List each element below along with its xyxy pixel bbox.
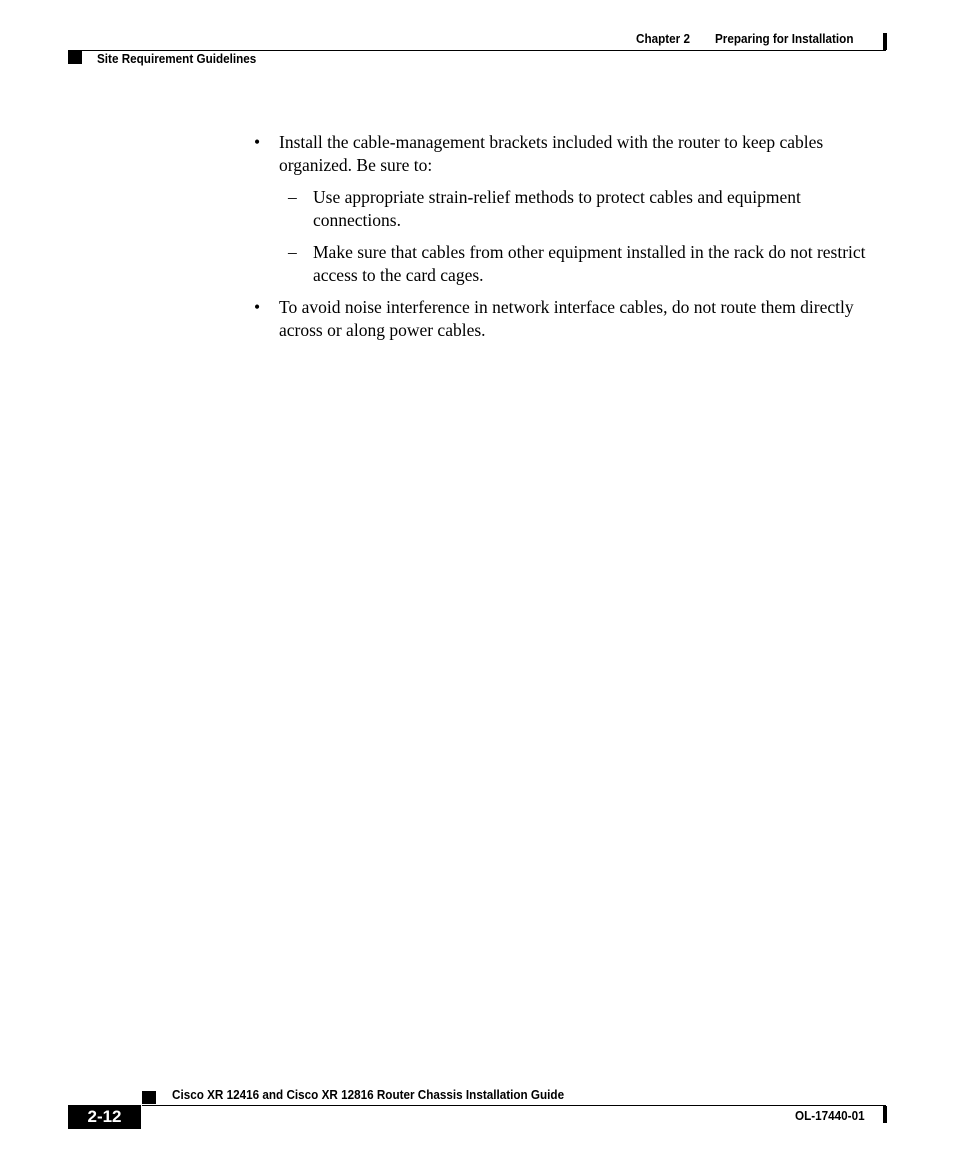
footer-rule [142, 1105, 886, 1106]
footer-guide-title: Cisco XR 12416 and Cisco XR 12816 Router Chassis Installation Guide [172, 1087, 565, 1102]
sub-item-2-text: Make sure that cables from other equipment installed in the rack do not restrict access to the card cages. [313, 242, 866, 285]
footer-doc-number: OL-17440-01 [795, 1108, 865, 1123]
bullet-marker: • [254, 132, 261, 152]
dash-marker: – [288, 242, 297, 262]
dash-marker: – [288, 187, 297, 207]
header-square-marker [68, 51, 82, 64]
footer-square-marker [142, 1091, 156, 1104]
bullet-marker: • [254, 297, 261, 317]
bullet-item-1-text: Install the cable-management brackets included with the router to keep cables organized. Be sure to: [279, 132, 824, 175]
footer-vertical-bar [883, 1106, 887, 1123]
header-vertical-bar [883, 33, 887, 50]
header-chapter-label: Chapter 2 [636, 31, 690, 46]
header-chapter-title: Preparing for Installation [715, 31, 854, 46]
page-number: 2-12 [68, 1105, 141, 1129]
header-section-title: Site Requirement Guidelines [97, 51, 257, 66]
sub-item-1-text: Use appropriate strain-relief methods to protect cables and equipment connections. [313, 187, 801, 230]
bullet-item-2-text: To avoid noise interference in network interface cables, do not route them directly across or along power cables. [279, 297, 854, 340]
